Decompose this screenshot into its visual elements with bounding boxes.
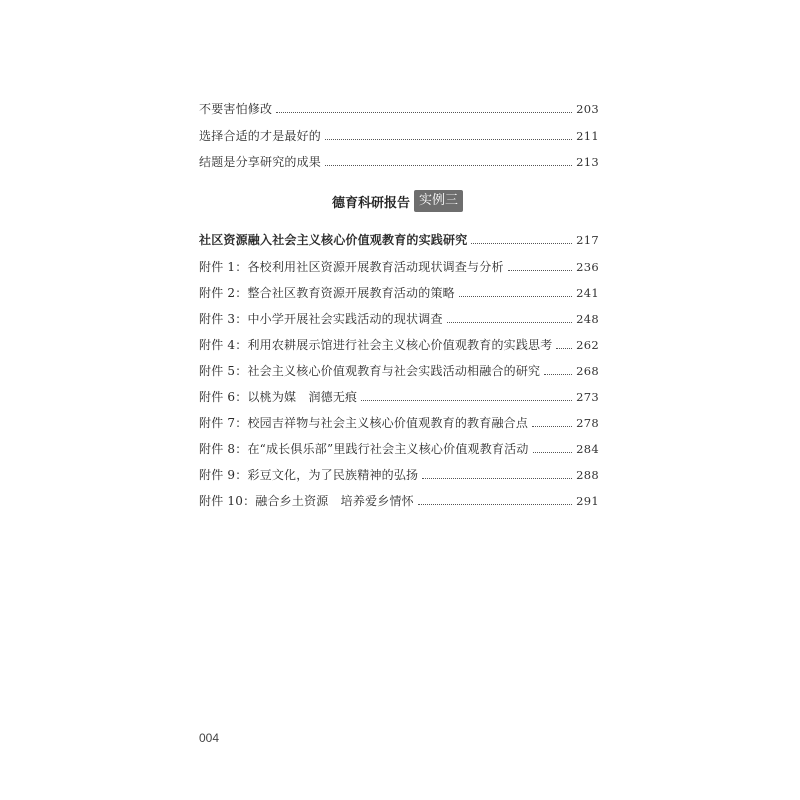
leader-dots [533,451,573,453]
toc-entry-page: 203 [576,102,599,116]
toc-entry [199,388,599,406]
toc-entry-page: 217 [576,233,599,247]
toc-entry [199,492,599,510]
toc-entry [199,258,599,276]
section-title: 德育科研报告 [332,195,411,211]
leader-dots [325,138,572,140]
toc-entry-page: 273 [576,390,599,404]
toc-entry-main [199,231,599,249]
leader-dots [325,164,572,166]
section-badge: 实例三 [414,190,463,212]
toc-entry-page: 268 [576,364,599,378]
toc-entry-page: 213 [576,155,599,169]
leader-dots [556,347,572,349]
leader-dots [459,295,572,297]
toc-entry-page: 278 [576,416,599,430]
toc-entry [199,440,599,458]
toc-entry [199,284,599,302]
toc-entry-page: 248 [576,312,599,326]
toc-entry-page: 262 [576,338,599,352]
toc-entry [199,153,599,171]
toc-entry [199,466,599,484]
leader-dots [418,503,572,505]
leader-dots [508,269,572,271]
leader-dots [422,477,572,479]
toc-entry-page: 291 [576,494,599,508]
toc-entry-title: 不要害怕修改 [199,102,273,116]
toc-entry [199,336,599,354]
toc-entry [199,362,599,380]
toc-entry-page: 236 [576,260,599,274]
toc-entry-page: 288 [576,468,599,482]
toc-entry-title: 结题是分享研究的成果 [199,155,322,169]
toc-entry-page: 211 [576,129,599,143]
toc-entry-title: 附件 1：各校利用社区资源开展教育活动现状调查与分析 [199,260,504,274]
toc-entry [199,310,599,328]
leader-dots [276,111,572,113]
toc-entry-title: 附件 8：在“成长俱乐部”里践行社会主义核心价值观教育活动 [199,442,529,456]
toc-entry-page: 284 [576,442,599,456]
toc-entry-page: 241 [576,286,599,300]
page-number: 004 [199,731,220,745]
toc-entry-title: 选择合适的才是最好的 [199,129,322,143]
leader-dots [361,399,572,401]
leader-dots [532,425,572,427]
toc-entry-title: 附件 3：中小学开展社会实践活动的现状调查 [199,312,443,326]
toc-entry-title: 附件 2：整合社区教育资源开展教育活动的策略 [199,286,455,300]
leader-dots [471,242,572,244]
toc-entry-title: 附件 10：融合乡土资源 培养爱乡情怀 [199,494,414,508]
section-heading [332,190,463,212]
toc-entry-title: 附件 5：社会主义核心价值观教育与社会实践活动相融合的研究 [199,364,541,378]
toc-entry-title: 社区资源融入社会主义核心价值观教育的实践研究 [199,233,468,247]
toc-entry [199,127,599,145]
leader-dots [447,321,572,323]
toc-entry-title: 附件 6：以桃为媒 润德无痕 [199,390,358,404]
toc-entry [199,100,599,118]
toc-entry-title: 附件 7：校园吉祥物与社会主义核心价值观教育的教育融合点 [199,416,529,430]
toc-entry-title: 附件 9：彩豆文化，为了民族精神的弘扬 [199,468,419,482]
leader-dots [544,373,572,375]
toc-entry-title: 附件 4：利用农耕展示馆进行社会主义核心价值观教育的实践思考 [199,338,553,352]
toc-entry [199,414,599,432]
